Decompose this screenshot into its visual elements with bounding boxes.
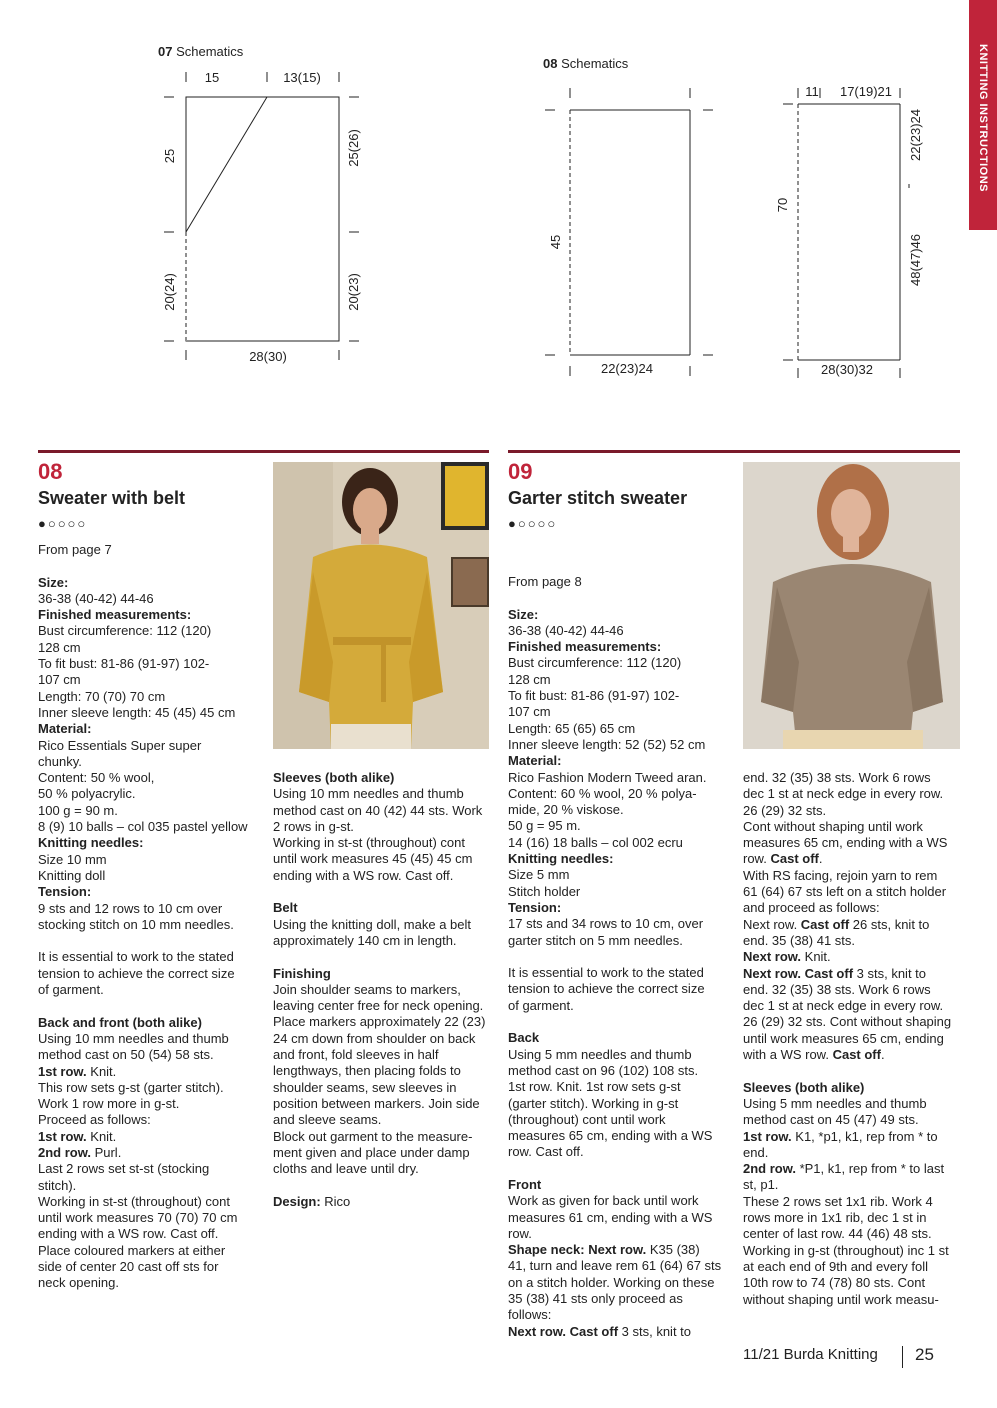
text-line: garter stitch on 5 mm needles. [508,932,683,948]
text-line: Using 10 mm needles and thumb [38,1030,229,1046]
text-line: Finished measurements: [508,639,662,655]
line-gap [508,949,733,965]
text-line: Back [508,1030,540,1046]
text-line: approximately 140 cm in length. [273,932,457,948]
line-gap [508,1014,733,1030]
text-line: neck opening. [38,1275,119,1291]
dim-08-sleeve-height: 70 [775,197,790,213]
pattern-08-column-1 [38,542,263,1292]
text-line: This row sets g-st (garter stitch). [38,1079,224,1095]
text-line: Next row. Cast off 3 sts, knit to [743,965,927,981]
text-line: 36-38 (40-42) 44-46 [38,590,154,606]
text-line: Design: Rico [273,1193,351,1209]
text-line: Last 2 rows set st-st (stocking [38,1161,210,1177]
text-line: It is essential to work to the stated [508,965,704,981]
footer-divider [902,1346,903,1368]
text-line: of garment. [508,997,574,1013]
text-line: st, p1. [743,1177,779,1193]
text-line: From page 7 [38,542,112,557]
text-line: Size 5 mm [508,867,570,883]
pattern-08-photo [273,462,489,749]
text-line: Knitting doll [38,867,106,883]
dim-08-sleeve-top-right: 17(19)21 [839,84,893,99]
line-gap [38,933,263,949]
text-line: Length: 65 (65) 65 cm [508,720,636,736]
text-line: and sleeve seams. [273,1112,382,1128]
text-line: Length: 70 (70) 70 cm [38,688,166,704]
text-line: on a stitch holder. Working on these [508,1274,715,1290]
text-line: Next row. Cast off 26 sts, knit to [743,916,930,932]
text-line: 1st row. Knit. [38,1063,117,1079]
text-line: Front [508,1176,542,1192]
text-line: 2nd row. Purl. [38,1144,122,1160]
dim-08-body-bottom: 22(23)24 [600,361,654,376]
pattern-09-column-2 [743,770,965,1308]
text-line: Working in st-st (throughout) cont [273,835,465,851]
dim-07-left-upper: 25 [162,148,177,164]
text-line: ending with a WS row. Cast off. [38,1226,219,1242]
text-line: Finishing [273,965,331,981]
text-line: Stitch holder [508,883,581,899]
text-line: Using 5 mm needles and thumb [508,1046,692,1062]
text-line: 128 cm [508,671,551,687]
pattern-09-column-1 [508,574,733,1340]
pattern-08-column-2 [273,770,493,1210]
text-line: Using 5 mm needles and thumb [743,1095,927,1111]
line-gap [273,949,493,965]
dim-08-sleeve-right-lower: 48(47)46 [908,233,923,287]
text-line: 36-38 (40-42) 44-46 [508,622,624,638]
text-line: (garter stitch). Working in g-st [508,1095,679,1111]
text-line: 24 cm down from shoulder on back [273,1030,476,1046]
text-line: dec 1 st at neck edge in every row. [743,998,944,1014]
text-line: Work as given for back until work [508,1193,699,1209]
text-line: method cast on 50 (54) 58 sts. [38,1047,214,1063]
text-line: Knitting needles: [38,835,144,851]
text-line: Back and front (both alike) [38,1014,202,1030]
text-line: without shaping until work measu- [743,1291,939,1307]
text-line: Using the knitting doll, make a belt [273,916,471,932]
line-gap [508,1161,733,1177]
text-line: measures 65 cm, ending with a WS [743,835,948,851]
text-line: Working in st-st (throughout) cont [38,1193,230,1209]
text-line: 10th row to 74 (78) 80 sts. Cont [743,1275,926,1291]
text-line: 41, turn and leave rem 61 (64) 67 sts [508,1258,722,1274]
dim-08-body-height: 45 [548,234,563,250]
text-line: 26 (29) 32 sts. [743,802,827,818]
text-line: stitch). [38,1177,77,1193]
text-line: dec 1 st at neck edge in every row. [743,786,944,802]
line-gap [273,1177,493,1193]
page-number: 25 [915,1345,934,1364]
text-line: tension to achieve the correct size [508,981,705,997]
text-line: ending with a WS row. Cast off. [273,867,454,883]
text-line: Size: [38,574,69,590]
pattern-09-difficulty: ●○○○○ [508,516,558,531]
text-line: 17 sts and 34 rows to 10 cm, over [508,916,704,932]
text-line: 107 cm [38,672,81,688]
text-line: shoulder seams, sew sleeves in [273,1079,457,1095]
dim-08-sleeve-right-upper: 22(23)24 [908,108,923,162]
text-line: 50 g = 95 m. [508,818,581,834]
footer-magazine: Burda Knitting [783,1346,878,1363]
text-line: row. Cast off. [508,1144,584,1160]
text-line: 107 cm [508,704,551,720]
text-line: Tension: [38,884,92,900]
text-line: 9 sts and 12 rows to 10 cm over [38,900,223,916]
line-gap [273,884,493,900]
text-line: Working in g-st (throughout) inc 1 st [743,1242,949,1258]
text-line: follows: [508,1307,552,1323]
schematic-07-title: 07 Schematics [158,44,244,59]
section-rule-09 [508,450,960,453]
pattern-08-difficulty: ●○○○○ [38,516,88,531]
text-line: Size: [508,606,539,622]
section-tab-label: KNITTING INSTRUCTIONS [977,44,989,192]
text-line: method cast on 45 (47) 49 sts. [743,1112,919,1128]
text-line: Tension: [508,899,562,915]
text-line: 8 (9) 10 balls – col 035 pastel yellow [38,819,248,835]
text-line: of garment. [38,982,104,998]
text-line: Content: 60 % wool, 20 % polya- [508,785,697,801]
pattern-08-number: 08 [38,459,63,484]
text-line: Finished measurements: [38,607,192,623]
text-line: 1st row. Knit. 1st row sets g-st [508,1079,681,1095]
pattern-09-title: Garter stitch sweater [508,488,688,508]
text-line: and proceed as follows: [743,900,880,916]
text-line: Cont without shaping until work [743,818,923,834]
text-line: Work 1 row more in g-st. [38,1096,180,1112]
text-line: with a WS row. Cast off. [743,1047,885,1063]
text-line: Sleeves (both alike) [743,1079,865,1095]
line-gap [38,998,263,1014]
text-line: 61 (64) 67 sts left on a stitch holder [743,884,947,900]
text-line: until work measures 70 (70) 70 cm [38,1210,238,1226]
text-line: Belt [273,900,298,916]
text-line: Inner sleeve length: 45 (45) 45 cm [38,704,236,720]
text-line: side of center 20 cast off sts for [38,1259,219,1275]
line-gap [508,590,733,606]
text-line: Content: 50 % wool, [38,770,155,786]
text-line: mide, 20 % viskose. [508,802,624,818]
text-line: cloths and leave until dry. [273,1161,419,1177]
text-line: Shape neck: Next row. K35 (38) [508,1242,700,1258]
text-line: method cast on 40 (42) 44 sts. Work [273,802,483,818]
text-line: From page 8 [508,574,582,589]
text-line: lengthways, then placing folds to [273,1063,461,1079]
text-line: Next row. Cast off 3 sts, knit to [508,1323,692,1339]
dim-07-right-upper: 25(26) [346,129,361,167]
text-line: and front, fold sleeves in half [273,1047,439,1063]
text-line: chunky. [38,753,82,769]
text-line: With RS facing, rejoin yarn to rem [743,867,938,883]
schematic-08-diagram [0,0,997,420]
text-line: Place markers approximately 22 (23) [273,1014,486,1030]
text-line: It is essential to work to the stated [38,949,234,965]
section-rule-08 [38,450,489,453]
text-line: at each end of 9th and every foll [743,1258,929,1274]
text-line: measures 61 cm, ending with a WS [508,1209,713,1225]
text-line: Bust circumference: 112 (120) [508,655,682,671]
text-line: 2nd row. *P1, k1, rep from * to last [743,1161,945,1177]
text-line: until work measures 65 cm, ending [743,1030,944,1046]
text-line: 1st row. K1, *p1, k1, rep from * to [743,1128,938,1144]
text-line: To fit bust: 81-86 (91-97) 102- [38,656,210,672]
text-line: leaving center free for neck opening. [273,998,484,1014]
text-line: Join shoulder seams to markers, [273,981,461,997]
text-line: Proceed as follows: [38,1112,151,1128]
text-line: Place coloured markers at either [38,1242,226,1258]
text-line: center of last row. 44 (46) 48 sts. [743,1226,932,1242]
text-line: 35 (38) 41 sts only proceed as [508,1291,683,1307]
text-line: Rico Fashion Modern Tweed aran. [508,769,707,785]
dim-07-bottom: 28(30) [249,349,287,364]
text-line: 50 % polyacrylic. [38,786,136,802]
schematic-08-title: 08 Schematics [543,56,629,71]
text-line: Block out garment to the measure- [273,1128,473,1144]
text-line: Using 10 mm needles and thumb [273,786,464,802]
text-line: Knitting needles: [508,851,614,867]
text-line: Material: [508,753,562,769]
text-line: until work measures 45 (45) 45 cm [273,851,473,867]
pattern-09-photo [743,462,960,749]
line-gap [38,558,263,574]
text-line: measures 65 cm, ending with a WS [508,1128,713,1144]
text-line: To fit bust: 81-86 (91-97) 102- [508,688,680,704]
dim-07-left-lower: 20(24) [162,273,177,311]
text-line: 26 (29) 32 sts. Cont without shaping [743,1014,952,1030]
dim-07-top-right: 13(15) [283,70,321,85]
text-line: 100 g = 90 m. [38,802,118,818]
text-line: Bust circumference: 112 (120) [38,623,212,639]
text-line: position between markers. Join side [273,1095,480,1111]
text-line: Sleeves (both alike) [273,770,395,785]
text-line: Next row. Knit. [743,949,831,965]
text-line: method cast on 96 (102) 108 sts. [508,1062,699,1078]
text-line: end. 35 (38) 41 sts. [743,932,856,948]
text-line: These 2 rows set 1x1 rib. Work 4 [743,1193,933,1209]
footer-issue: 11/21 Burda Knitting [743,1346,878,1363]
text-line: end. [743,1144,769,1160]
pattern-08-title: Sweater with belt [38,488,186,508]
text-line: 128 cm [38,639,81,655]
text-line: end. 32 (35) 38 sts. Work 6 rows [743,770,931,785]
text-line: Rico Essentials Super super [38,737,202,753]
text-line: row. [508,1225,532,1241]
text-line: Size 10 mm [38,851,107,867]
text-line: ment given and place under damp [273,1144,470,1160]
text-line: (throughout) cont until work [508,1111,666,1127]
dim-07-top-left: 15 [204,70,220,85]
dim-08-sleeve-bottom: 28(30)32 [820,362,874,377]
text-line: end. 32 (35) 38 sts. Work 6 rows [743,981,931,997]
text-line: Material: [38,721,92,737]
dim-07-right-lower: 20(23) [346,273,361,311]
text-line: 2 rows in g-st. [273,818,354,834]
text-line: row. Cast off. [743,851,823,867]
dim-08-sleeve-top-left: 11 [805,84,819,99]
line-gap [743,1063,965,1079]
text-line: rows more in 1x1 rib, dec 1 st in [743,1210,927,1226]
text-line: stocking stitch on 10 mm needles. [38,916,234,932]
text-line: 1st row. Knit. [38,1128,117,1144]
pattern-09-number: 09 [508,459,533,484]
text-line: tension to achieve the correct size [38,965,235,981]
text-line: Inner sleeve length: 52 (52) 52 cm [508,736,706,752]
text-line: 14 (16) 18 balls – col 002 ecru [508,834,683,850]
